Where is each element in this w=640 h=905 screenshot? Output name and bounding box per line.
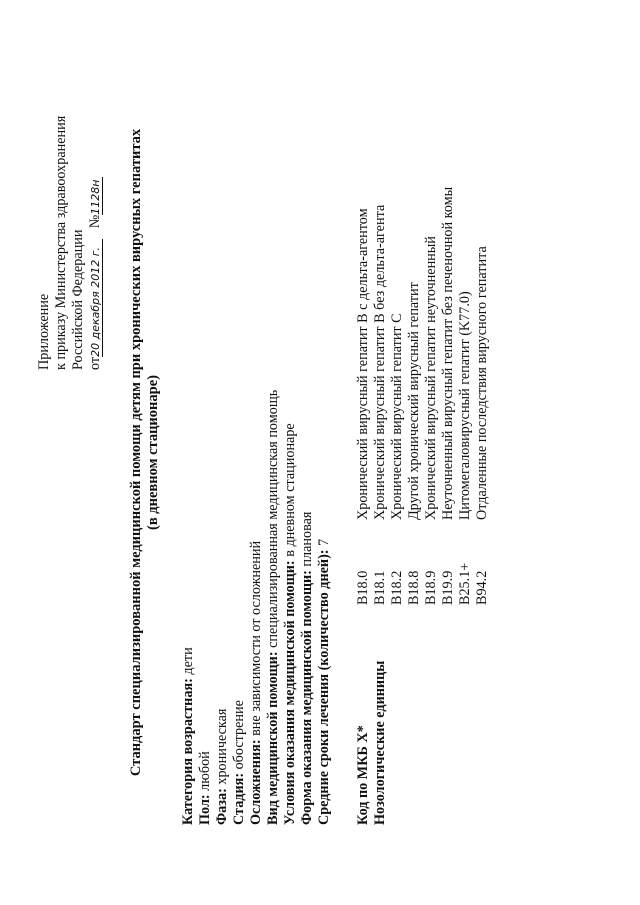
federation-label: Российской Федерации: [70, 229, 86, 370]
param-phase: Фаза: хроническая: [214, 708, 230, 825]
param-stage: Стадия: обострение: [231, 700, 247, 825]
handwritten-number: 1128н: [90, 177, 103, 215]
handwritten-date: 20 декабря 2012 г.: [90, 239, 103, 357]
standard-parameters: [180, 390, 333, 825]
icd-code-label: Код по МКБ X*: [355, 725, 371, 825]
order-reference: к приказу Министерства здравоохранения: [53, 115, 69, 370]
standard-title: [128, 0, 162, 905]
param-duration: Средние сроки лечения (количество дней): 7: [316, 538, 332, 825]
param-sex: Пол: любой: [197, 751, 213, 825]
param-complications: Осложнения: вне зависимости от осложнений: [248, 540, 264, 825]
nosological-units-label: Нозологические единицы: [372, 660, 388, 825]
appendix-header: [36, 116, 104, 370]
title-line-2: (в дневном стационаре): [145, 375, 161, 530]
param-care-conditions: Условия оказания медицинской помощи: в дневном стационаре: [282, 423, 298, 825]
param-care-type: Вид медицинской помощи: специализированная медицинская помощь: [265, 389, 281, 825]
order-date-line: [87, 116, 104, 370]
icd-code-list: B18.0 Хронический вирусный гепатит B с дельта-агентом B18.1 Хронический вирусный гепатит B без дельта-агента B18.2 Хронический вирусный гепатит C B18.8 Другой хронический вирусный гепатит B18.9 Хронический вирусный гепатит неуточненный B19.9 Неуточненный вирусный гепатит без печеночной комы B25.1+ Цитомегаловирусный гепатит (K77.0) B94.2 Отдаленные последствия вирусного гепатита: [355, 186, 490, 605]
date-prefix: от: [87, 356, 103, 370]
param-care-form: Форма оказания медицинской помощи: плановая: [299, 511, 315, 825]
number-prefix: №: [87, 214, 103, 229]
title-line-1: Стандарт специализированной медицинской помощи детям при хронических вирусных гепатитах: [128, 128, 144, 777]
param-age: Категория возрастная: дети: [180, 647, 196, 825]
appendix-label: Приложение: [36, 293, 52, 370]
